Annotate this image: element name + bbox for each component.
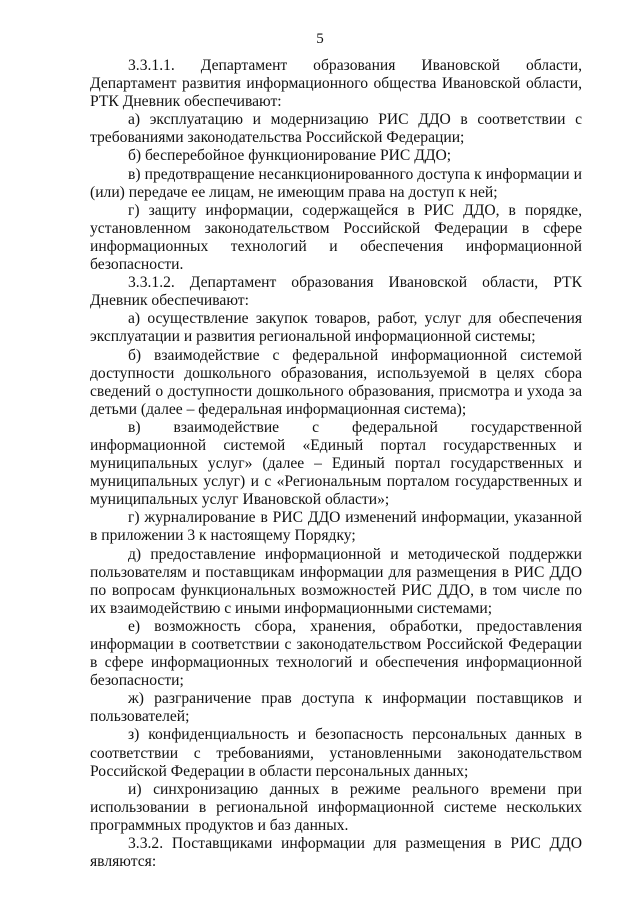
- list-item-v: в) предотвращение несанкционированного доступа к информации и (или) передаче ее лицам, не имеющим права на доступ к ней;: [90, 165, 582, 201]
- list-item-g: г) защиту информации, содержащейся в РИС ДДО, в порядке, установленном законодательством Российской Федерации в сфере информационных технологий и обеспечения информационной безопасности.: [90, 201, 582, 274]
- list-item-g: г) журналирование в РИС ДДО изменений информации, указанной в приложении 3 к настоящему Порядку;: [90, 509, 582, 545]
- paragraph-3-3-1-2: 3.3.1.2. Департамент образования Ивановской области, РТК Дневник обеспечивают:: [90, 274, 582, 310]
- list-item-i: и) синхронизацию данных в режиме реального времени при использовании в региональной информационной системе нескольких программных продуктов и баз данных.: [90, 780, 582, 834]
- list-item-b: б) бесперебойное функционирование РИС ДДО;: [128, 147, 452, 165]
- document-body: [90, 57, 582, 871]
- list-item-zh: ж) разграничение прав доступа к информации поставщиков и пользователей;: [90, 690, 582, 726]
- list-item-d: д) предоставление информационной и методической поддержки пользователям и поставщикам информации для размещения в РИС ДДО по вопросам функциональных возможностей РИС ДДО, в том числе по их взаимодействию с иными информационными системами;: [90, 545, 582, 617]
- list-item-z: з) конфиденциальность и безопасность персональных данных в соответствии с требованиями, установленными законодательством Российской Федерации в области персональных данных;: [90, 726, 582, 780]
- paragraph-3-3-2: 3.3.2. Поставщиками информации для размещения в РИС ДДО являются:: [90, 835, 582, 871]
- list-item-a: а) эксплуатацию и модернизацию РИС ДДО в соответствии с требованиями законодательства Российской Федерации;: [90, 111, 582, 147]
- list-item-v: в) взаимодействие с федеральной государственной информационной системой «Единый портал государственных и муниципальных услуг» (далее – Единый портал государственных и муниципальных услуг) и с «Региональным порталом государственных и муниципальных услуг Ивановской области»;: [90, 418, 582, 509]
- list-item-a: а) осуществление закупок товаров, работ, услуг для обеспечения эксплуатации и развития региональной информационной системы;: [90, 310, 582, 346]
- paragraph-3-3-1-1: 3.3.1.1. Департамент образования Ивановской области, Департамент развития информационного общества Ивановской области, РТК Дневник обеспечивают:: [90, 57, 582, 111]
- list-item-e: е) возможность сбора, хранения, обработки, предоставления информации в соответствии с законодательством Российской Федерации в сфере информационных технологий и обеспечения информационной безопасности;: [90, 617, 582, 690]
- list-item-b: б) взаимодействие с федеральной информационной системой доступности дошкольного образования, используемой в целях сбора сведений о доступности дошкольного образования, присмотра и ухода за детьми (далее – федеральная информационная система);: [90, 346, 582, 418]
- page-number: 5: [316, 31, 324, 47]
